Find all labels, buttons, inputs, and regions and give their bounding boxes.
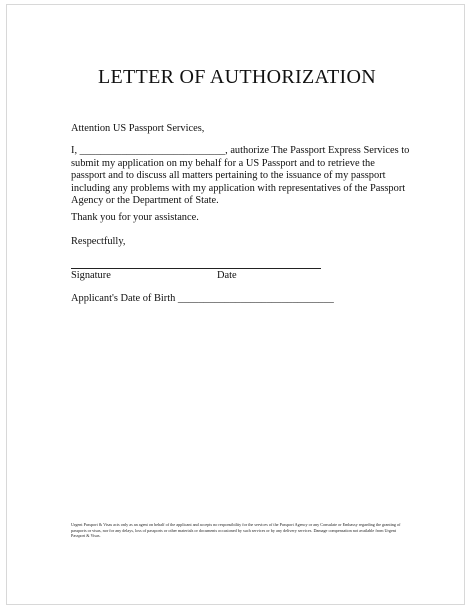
document-title: LETTER OF AUTHORIZATION bbox=[98, 66, 376, 88]
date-label: Date bbox=[217, 270, 237, 281]
authorization-paragraph: I, ____________________________, authorize The Passport Express Services to submit my application on my behalf for a US Passport and to retrieve the passport and to discuss all matters pertaining to the issuance of my passport including any problems with my application with representatives of the Passport Agency or the Department of State. bbox=[71, 145, 410, 207]
attention-line: Attention US Passport Services, bbox=[71, 123, 205, 134]
thanks-line: Thank you for your assistance. bbox=[71, 212, 199, 223]
date-of-birth-line: Applicant's Date of Birth ______________________________ bbox=[71, 293, 334, 304]
signature-label: Signature bbox=[71, 270, 111, 281]
footer-disclaimer: Urgent Passport & Visas acts only as an agent on behalf of the applicant and accepts no responsibility for the services of the Passport Agency or any Consulate or Embassy regarding the granting of passports or visas, nor for any delays, loss of passports or other materials or documents occasioned by such services or by any delivery services. Damage compensation not available from Urgent Passport & Visas. bbox=[71, 522, 401, 539]
closing-line: Respectfully, bbox=[71, 236, 126, 247]
signature-line bbox=[71, 268, 321, 269]
